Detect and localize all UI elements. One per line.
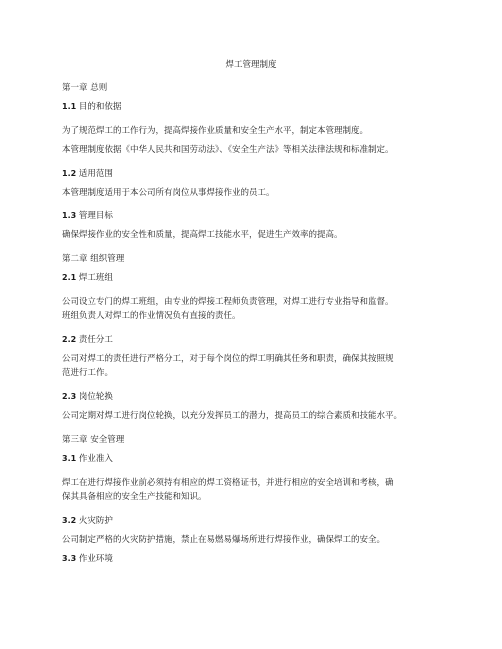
- section-number: 1.2: [62, 169, 77, 178]
- section-title: 作业准入: [78, 454, 113, 464]
- section-number: 1.1: [62, 102, 77, 111]
- section-number: 2.1: [62, 273, 77, 282]
- section-1-3-heading: [62, 210, 113, 222]
- paragraph-line: 范进行工作。: [62, 368, 114, 378]
- section-title: 责任分工: [78, 335, 113, 345]
- section-2-1-heading: [62, 272, 113, 284]
- paragraph: 本管理制度依据《中华人民共和国劳动法》、《安全生产法》等相关法律法规和标准制定。: [62, 145, 394, 155]
- section-number: 1.3: [62, 211, 77, 220]
- paragraph-line: 班组负责人对焊工的作业情况负有直接的责任。: [62, 311, 241, 321]
- section-number: 2.2: [62, 335, 77, 344]
- paragraph: 本管理制度适用于本公司所有岗位从事焊接作业的员工。: [62, 188, 275, 198]
- section-title: 管理目标: [78, 211, 113, 221]
- paragraph: 公司定期对焊工进行岗位轮换，以充分发挥员工的潜力，提高员工的综合素质和技能水平。: [62, 411, 403, 421]
- section-title: 火灾防护: [78, 516, 113, 526]
- paragraph: 公司制定严格的火灾防护措施，禁止在易燃易爆场所进行焊接作业，确保焊工的安全。: [62, 535, 386, 545]
- paragraph-line: 公司设立专门的焊工班组，由专业的焊接工程师负责管理，对焊工进行专业指导和监督。: [62, 297, 394, 307]
- section-3-1-heading: [62, 453, 113, 465]
- paragraph: 为了规范焊工的工作行为，提高焊接作业质量和安全生产水平，制定本管理制度。: [62, 126, 369, 136]
- section-2-3-heading: [62, 391, 113, 403]
- section-1-2-heading: [62, 168, 113, 180]
- section-title: 岗位轮换: [78, 392, 113, 402]
- paragraph: 确保焊接作业的安全性和质量，提高焊工技能水平，促进生产效率的提高。: [62, 230, 343, 240]
- chapter-1-heading: 第一章 总则: [62, 83, 108, 93]
- section-title: 焊工班组: [78, 273, 113, 283]
- section-3-2-heading: [62, 515, 113, 527]
- document-title: 焊工管理制度: [225, 60, 277, 70]
- section-number: 2.3: [62, 392, 77, 401]
- section-title: 适用范围: [78, 169, 113, 179]
- section-2-2-heading: [62, 334, 113, 346]
- section-title: 作业环境: [78, 554, 113, 564]
- section-number: 3.3: [62, 554, 77, 563]
- section-number: 3.2: [62, 516, 77, 525]
- section-number: 3.1: [62, 454, 77, 463]
- chapter-3-heading: 第三章 安全管理: [62, 435, 125, 445]
- chapter-2-heading: 第二章 组织管理: [62, 254, 125, 264]
- paragraph-line: 公司对焊工的责任进行严格分工，对于每个岗位的焊工明确其任务和职责，确保其按照规: [62, 354, 394, 364]
- section-3-3-heading: [62, 553, 113, 565]
- section-1-1-heading: [62, 101, 121, 113]
- paragraph-line: 保其具备相应的安全生产技能和知识。: [62, 492, 207, 502]
- paragraph-line: 焊工在进行焊接作业前必须持有相应的焊工资格证书，并进行相应的安全培训和考核，确: [62, 478, 394, 488]
- section-title: 目的和依据: [78, 102, 122, 112]
